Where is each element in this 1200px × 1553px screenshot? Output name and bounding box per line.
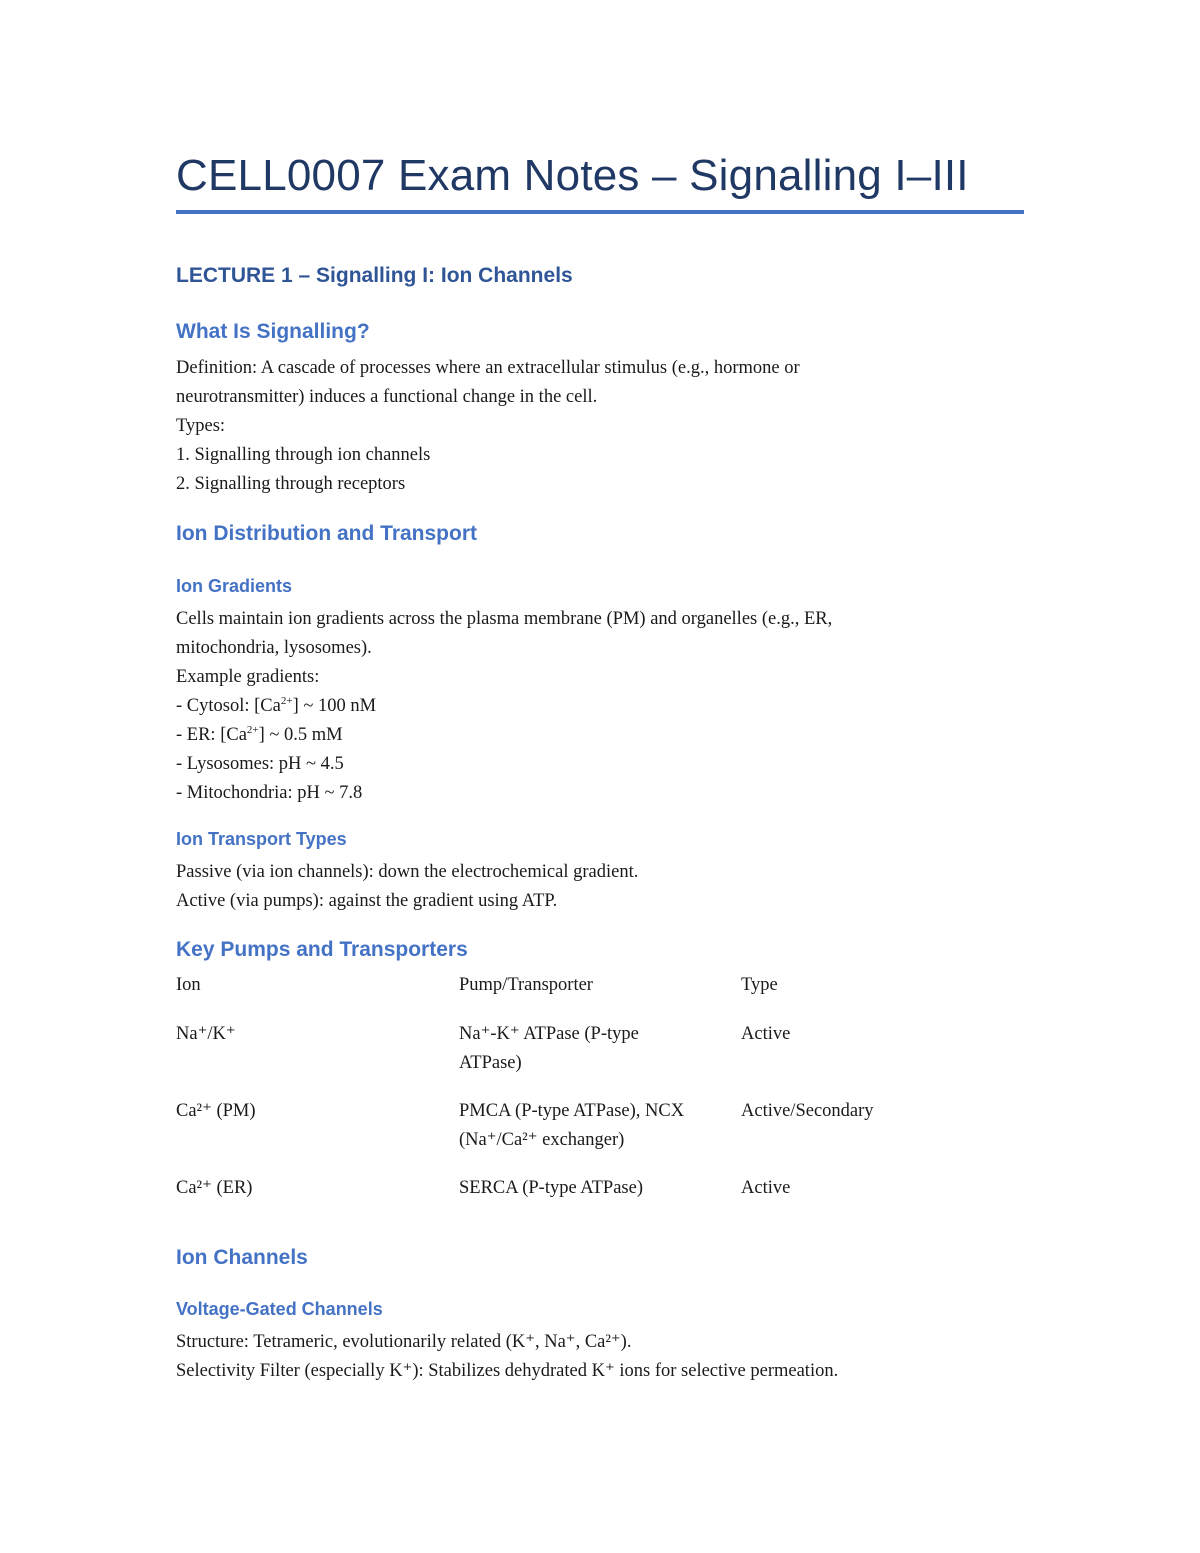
definition-line-1: Definition: A cascade of processes where an extracellular stimulus (e.g., hormone or — [176, 358, 800, 378]
example-cytosol: - Cytosol: $[Ca^{2+}]$ ~ 100 nM — [176, 695, 377, 716]
table-cell-pump: PMCA (P-type ATPase), NCX — [459, 1101, 685, 1121]
document-title: CELL0007 Exam Notes – Signalling I–III — [176, 151, 969, 200]
list-item-type-1: 1. Signalling through ion channels — [176, 445, 431, 465]
table-cell-type: Active/Secondary — [741, 1101, 874, 1121]
table-cell-pump: (Na⁺/Ca²⁺ exchanger) — [459, 1130, 625, 1150]
gradients-line-1: Cells maintain ion gradients across the plasma membrane (PM) and organelles (e.g., ER, — [176, 609, 833, 629]
section-heading-what-is-signalling: What Is Signalling? — [176, 320, 370, 343]
table-cell-pump: SERCA (P-type ATPase) — [459, 1178, 643, 1198]
table-cell-type: Active — [741, 1178, 791, 1198]
list-item-type-2: 2. Signalling through receptors — [176, 474, 406, 494]
section-heading-key-pumps: Key Pumps and Transporters — [176, 938, 468, 961]
example-mitochondria: - Mitochondria: pH ~ 7.8 — [176, 783, 363, 803]
definition-line-2: neurotransmitter) induces a functional change in the cell. — [176, 387, 598, 407]
voltage-gated-structure: Structure: Tetrameric, evolutionarily related (K⁺, Na⁺, Ca²⁺). — [176, 1332, 632, 1352]
section-heading-ion-distribution: Ion Distribution and Transport — [176, 522, 477, 545]
example-gradients-label: Example gradients: — [176, 667, 320, 687]
table-cell-type: Active — [741, 1024, 791, 1044]
table-header-ion: Ion — [176, 975, 201, 995]
subheading-voltage-gated: Voltage-Gated Channels — [176, 1299, 383, 1319]
types-label: Types: — [176, 416, 226, 436]
table-cell-ion: Na⁺/K⁺ — [176, 1024, 236, 1044]
voltage-gated-selectivity: Selectivity Filter (especially K⁺): Stabilizes dehydrated K⁺ ions for selective permeation. — [176, 1361, 839, 1381]
lecture-heading: LECTURE 1 – Signalling I: Ion Channels — [176, 264, 573, 287]
title-underline — [176, 210, 1024, 214]
subheading-ion-gradients: Ion Gradients — [176, 576, 293, 596]
table-header-pump: Pump/Transporter — [459, 975, 593, 995]
example-er: - ER: $[Ca^{2+}]$ ~ 0.5 mM — [176, 724, 343, 745]
table-cell-ion: Ca²⁺ (ER) — [176, 1178, 253, 1198]
gradients-line-2: mitochondria, lysosomes). — [176, 638, 372, 658]
table-cell-ion: Ca²⁺ (PM) — [176, 1101, 256, 1121]
example-lysosomes: - Lysosomes: pH ~ 4.5 — [176, 754, 344, 774]
table-cell-pump: ATPase) — [459, 1053, 522, 1073]
table-cell-pump: Na⁺-K⁺ ATPase (P-type — [459, 1024, 639, 1044]
table-header-type: Type — [741, 975, 778, 995]
section-heading-ion-channels: Ion Channels — [176, 1246, 308, 1269]
subheading-ion-transport-types: Ion Transport Types — [176, 829, 347, 849]
transport-passive: Passive (via ion channels): down the electrochemical gradient. — [176, 862, 639, 882]
transport-active: Active (via pumps): against the gradient using ATP. — [176, 891, 558, 911]
